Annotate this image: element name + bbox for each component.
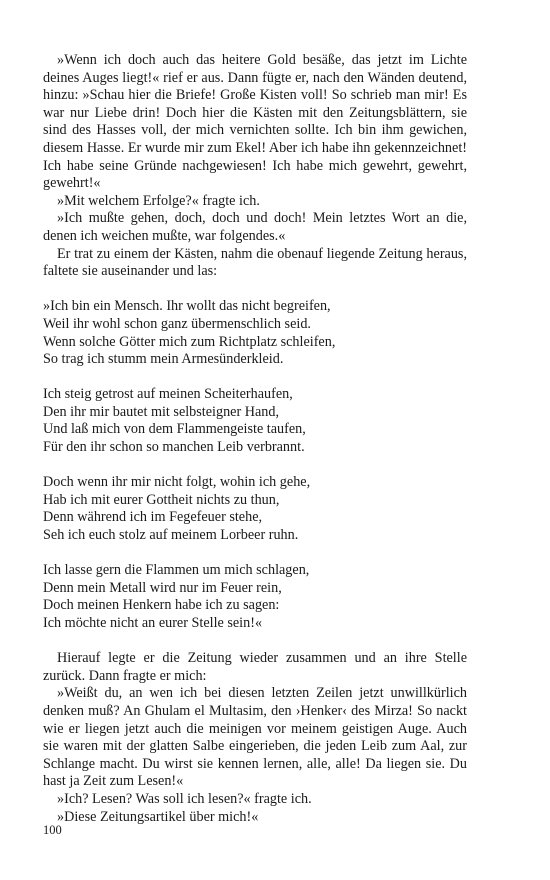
poem-line: Ich lasse gern die Flammen um mich schlagen, [43, 562, 310, 579]
stanza-4 [43, 562, 467, 632]
poem-line: Wenn solche Götter mich zum Richtplatz schleifen, [43, 333, 336, 350]
stanza-gap [43, 633, 467, 651]
poem-line: Seh ich euch stolz auf meinem Lorbeer ruhn. [43, 527, 299, 544]
stanza-2 [43, 386, 467, 456]
paragraph: »Mit welchem Erfolge?« fragte ich. [57, 192, 260, 209]
prose-top [43, 52, 467, 281]
paragraph: »Wenn ich doch auch das heitere Gold besäße, das jetzt im Lichte deines Auges liegt!« rief er aus. Dann fügte er, nach den Wänden deutend, hinzu: »Schau hier die Briefe! Große Kisten voll! So schrieb man mir! Es war nur Liebe drin! Doch hier die Kästen mit den Zeitungsblättern, sie sind des Hasses voll, der mich vernichten sollte. Ich bin ihm gewichen, diesem Hasse. Er wurde mir zum Ekel! Aber ich habe ihn gekennzeichnet! Ich habe seine Gründe nachgewiesen! Ich habe mich gewehrt, gewehrt, gewehrt!« [43, 52, 467, 192]
stanza-gap [43, 545, 467, 563]
page-number: 100 [43, 823, 62, 837]
poem-line: Und laß mich von dem Flammengeiste taufen, [43, 421, 306, 438]
book-page [43, 52, 467, 826]
poem-line: Doch wenn ihr mir nicht folgt, wohin ich gehe, [43, 474, 311, 491]
stanza-gap [43, 457, 467, 475]
poem-line: »Ich bin ein Mensch. Ihr wollt das nicht begreifen, [43, 298, 331, 315]
paragraph: »Diese Zeitungsartikel über mich!« [57, 808, 259, 825]
poem-line: Ich möchte nicht an eurer Stelle sein!« [43, 615, 263, 631]
poem-line: So trag ich stumm mein Armesünderkleid. [43, 351, 284, 368]
poem-line: Weil ihr wohl schon ganz übermenschlich seid. [43, 315, 311, 332]
paragraph: Hierauf legte er die Zeitung wieder zusammen und an ihre Stelle zurück. Dann fragte er mich: [43, 650, 467, 684]
poem [43, 298, 467, 632]
poem-line: Für den ihr schon so manchen Leib verbrannt. [43, 439, 305, 456]
stanza-3 [43, 474, 467, 544]
stanza-gap [43, 281, 467, 299]
poem-line: Denn mein Metall wird nur im Feuer rein, [43, 579, 282, 596]
paragraph: »Ich mußte gehen, doch, doch und doch! Mein letztes Wort an die, denen ich weichen mußte, war folgendes.« [43, 210, 467, 244]
stanza-gap [43, 369, 467, 387]
prose-bottom [43, 650, 467, 826]
poem-line: Doch meinen Henkern habe ich zu sagen: [43, 597, 280, 614]
paragraph: »Weißt du, an wen ich bei diesen letzten Zeilen jetzt unwillkürlich denken muß? An Ghulam el Multasim, den ›Henker‹ des Mirza! So nackt wie er liegen jetzt auch die meinigen vor meinem geistigen Auge. Auch sie waren mit der glatten Salbe eingerieben, die jeden Leib zum Aal, zur Schlange macht. Du wirst sie kennen lernen, alle, alle! Da liegen sie. Du hast ja Zeit zum Lesen!« [43, 685, 467, 790]
poem-line: Den ihr mir bautet mit selbsteigner Hand, [43, 403, 280, 420]
paragraph: »Ich? Lesen? Was soll ich lesen?« fragte ich. [57, 790, 312, 807]
poem-line: Hab ich mit eurer Gottheit nichts zu thun, [43, 491, 280, 508]
paragraph: Er trat zu einem der Kästen, nahm die obenauf liegende Zeitung heraus, faltete sie auseinander und las: [43, 245, 467, 280]
poem-line: Denn während ich im Fegefeuer stehe, [43, 509, 263, 526]
poem-line: Ich steig getrost auf meinen Scheiterhaufen, [43, 386, 293, 403]
stanza-1 [43, 298, 467, 368]
